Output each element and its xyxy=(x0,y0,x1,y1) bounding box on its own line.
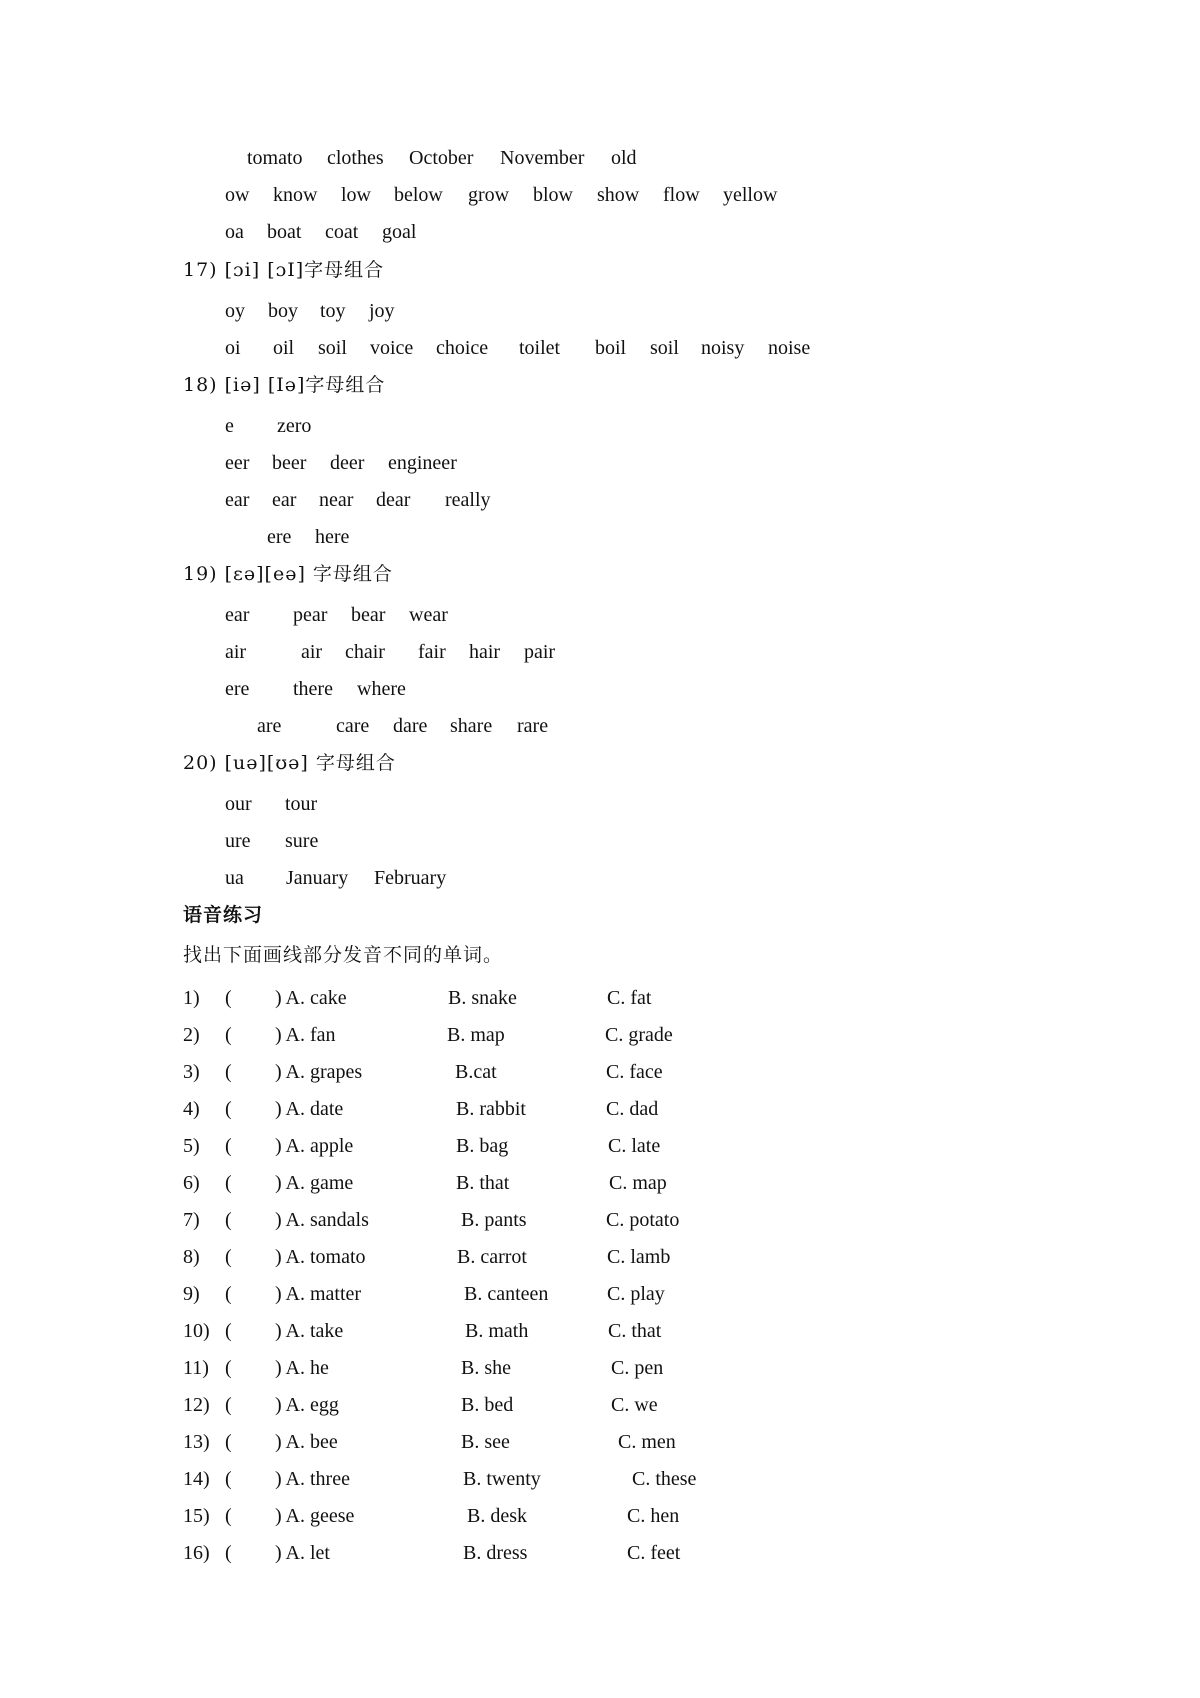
answer-paren: ( xyxy=(225,1542,232,1564)
answer-paren: ( xyxy=(225,1024,232,1046)
row-label: ere xyxy=(267,526,292,548)
option-b: B. dress xyxy=(463,1542,528,1564)
option-b: B. carrot xyxy=(457,1246,527,1268)
question-number: 5) xyxy=(183,1135,200,1157)
word: engineer xyxy=(388,452,457,474)
row-label: ow xyxy=(225,184,250,206)
word: boat xyxy=(267,221,302,243)
option-b: B. rabbit xyxy=(456,1098,526,1120)
word: tour xyxy=(285,793,318,815)
answer-paren: ( xyxy=(225,1357,232,1379)
option-a: ) A. geese xyxy=(275,1505,355,1527)
question-number: 9) xyxy=(183,1283,200,1305)
option-b: B.cat xyxy=(455,1061,497,1083)
word: toy xyxy=(320,300,346,322)
word: hair xyxy=(469,641,501,663)
word: goal xyxy=(382,221,417,243)
option-a: ) A. sandals xyxy=(275,1209,369,1231)
word: fair xyxy=(418,641,446,663)
word: here xyxy=(315,526,350,548)
question-number: 4) xyxy=(183,1098,200,1120)
option-c: C. play xyxy=(607,1283,665,1305)
option-a: ) A. fan xyxy=(275,1024,336,1046)
word: beer xyxy=(272,452,307,474)
option-c: C. fat xyxy=(607,987,652,1009)
row-label: oy xyxy=(225,300,245,322)
question-number: 16) xyxy=(183,1542,210,1564)
word: October xyxy=(409,147,474,169)
option-a: ) A. tomato xyxy=(275,1246,366,1268)
word: toilet xyxy=(519,337,561,359)
word: zero xyxy=(277,415,312,437)
answer-paren: ( xyxy=(225,1209,232,1231)
question-number: 12) xyxy=(183,1394,210,1416)
word: November xyxy=(500,147,585,169)
option-c: C. potato xyxy=(606,1209,680,1231)
row-label: air xyxy=(225,641,247,663)
word: oil xyxy=(273,337,295,359)
option-b: B. bed xyxy=(461,1394,514,1416)
exercise-title: 语音练习 xyxy=(183,904,264,926)
word: yellow xyxy=(723,184,778,206)
option-b: B. math xyxy=(465,1320,529,1342)
option-a: ) A. cake xyxy=(275,987,347,1009)
option-c: C. hen xyxy=(627,1505,680,1527)
question-number: 2) xyxy=(183,1024,200,1046)
word: pair xyxy=(524,641,556,663)
word: wear xyxy=(409,604,448,626)
option-b: B. canteen xyxy=(464,1283,549,1305)
row-label: oa xyxy=(225,221,244,243)
option-a: ) A. date xyxy=(275,1098,344,1120)
option-c: C. feet xyxy=(627,1542,681,1564)
word: dare xyxy=(393,715,428,737)
word: dear xyxy=(376,489,411,511)
question-number: 1) xyxy=(183,987,200,1009)
word: January xyxy=(286,867,349,889)
option-a: ) A. three xyxy=(275,1468,350,1490)
row-label: oi xyxy=(225,337,241,359)
word: tomato xyxy=(247,147,303,169)
question-number: 6) xyxy=(183,1172,200,1194)
word: care xyxy=(336,715,370,737)
option-a: ) A. take xyxy=(275,1320,344,1342)
option-b: B. she xyxy=(461,1357,511,1379)
option-c: C. pen xyxy=(611,1357,664,1379)
section-heading: 20) [uə][ʊə] 字母组合 xyxy=(183,752,396,774)
option-b: B. that xyxy=(456,1172,510,1194)
word: air xyxy=(301,641,323,663)
option-a: ) A. game xyxy=(275,1172,354,1194)
option-b: B. twenty xyxy=(463,1468,541,1490)
word: ear xyxy=(272,489,297,511)
answer-paren: ( xyxy=(225,1172,232,1194)
word: voice xyxy=(370,337,414,359)
word: share xyxy=(450,715,493,737)
word: chair xyxy=(345,641,385,663)
word: clothes xyxy=(327,147,384,169)
word: bear xyxy=(351,604,386,626)
question-number: 3) xyxy=(183,1061,200,1083)
option-c: C. we xyxy=(611,1394,658,1416)
answer-paren: ( xyxy=(225,1505,232,1527)
word: choice xyxy=(436,337,489,359)
row-label: are xyxy=(257,715,282,737)
option-c: C. lamb xyxy=(607,1246,671,1268)
word: there xyxy=(293,678,333,700)
option-c: C. grade xyxy=(605,1024,673,1046)
word: deer xyxy=(330,452,365,474)
question-number: 10) xyxy=(183,1320,210,1342)
question-number: 14) xyxy=(183,1468,210,1490)
word: old xyxy=(611,147,637,169)
question-number: 7) xyxy=(183,1209,200,1231)
option-b: B. snake xyxy=(448,987,517,1009)
question-number: 13) xyxy=(183,1431,210,1453)
row-label: our xyxy=(225,793,252,815)
word: sure xyxy=(285,830,319,852)
answer-paren: ( xyxy=(225,1098,232,1120)
word: noise xyxy=(768,337,811,359)
option-a: ) A. egg xyxy=(275,1394,339,1416)
answer-paren: ( xyxy=(225,1394,232,1416)
option-c: C. map xyxy=(609,1172,667,1194)
option-c: C. that xyxy=(608,1320,662,1342)
word: pear xyxy=(293,604,328,626)
row-label: eer xyxy=(225,452,250,474)
option-c: C. dad xyxy=(606,1098,659,1120)
section-heading: 17) [ɔi] [ɔI]字母组合 xyxy=(183,259,385,281)
option-a: ) A. matter xyxy=(275,1283,362,1305)
answer-paren: ( xyxy=(225,1431,232,1453)
word: coat xyxy=(325,221,359,243)
answer-paren: ( xyxy=(225,1246,232,1268)
word: near xyxy=(319,489,354,511)
word: know xyxy=(273,184,318,206)
option-c: C. men xyxy=(618,1431,676,1453)
answer-paren: ( xyxy=(225,1283,232,1305)
answer-paren: ( xyxy=(225,1320,232,1342)
option-b: B. pants xyxy=(461,1209,527,1231)
option-b: B. desk xyxy=(467,1505,527,1527)
option-c: C. these xyxy=(632,1468,697,1490)
word: where xyxy=(357,678,406,700)
word: soil xyxy=(650,337,679,359)
answer-paren: ( xyxy=(225,1135,232,1157)
question-number: 8) xyxy=(183,1246,200,1268)
word: rare xyxy=(517,715,549,737)
row-label: ere xyxy=(225,678,250,700)
answer-paren: ( xyxy=(225,1061,232,1083)
row-label: ear xyxy=(225,604,250,626)
word: soil xyxy=(318,337,347,359)
word: really xyxy=(445,489,491,511)
word: grow xyxy=(468,184,510,206)
option-a: ) A. apple xyxy=(275,1135,354,1157)
option-a: ) A. grapes xyxy=(275,1061,363,1083)
answer-paren: ( xyxy=(225,987,232,1009)
option-b: B. see xyxy=(461,1431,510,1453)
row-label: ure xyxy=(225,830,251,852)
word: blow xyxy=(533,184,573,206)
word: show xyxy=(597,184,640,206)
word: boil xyxy=(595,337,627,359)
question-number: 11) xyxy=(183,1357,209,1379)
section-heading: 19) [ɛə][eə] 字母组合 xyxy=(183,563,393,585)
word: joy xyxy=(369,300,395,322)
option-c: C. face xyxy=(606,1061,663,1083)
word: flow xyxy=(663,184,700,206)
word: boy xyxy=(268,300,298,322)
word: below xyxy=(394,184,443,206)
option-b: B. bag xyxy=(456,1135,509,1157)
question-number: 15) xyxy=(183,1505,210,1527)
option-c: C. late xyxy=(608,1135,661,1157)
answer-paren: ( xyxy=(225,1468,232,1490)
section-heading: 18) [iə] [Iə]字母组合 xyxy=(183,374,386,396)
word: February xyxy=(374,867,447,889)
row-label: e xyxy=(225,415,234,437)
word: low xyxy=(341,184,371,206)
row-label: ear xyxy=(225,489,250,511)
word: noisy xyxy=(701,337,745,359)
option-a: ) A. bee xyxy=(275,1431,338,1453)
option-b: B. map xyxy=(447,1024,505,1046)
exercise-instruction: 找出下面画线部分发音不同的单词。 xyxy=(183,944,504,966)
row-label: ua xyxy=(225,867,244,889)
option-a: ) A. he xyxy=(275,1357,329,1379)
option-a: ) A. let xyxy=(275,1542,330,1564)
